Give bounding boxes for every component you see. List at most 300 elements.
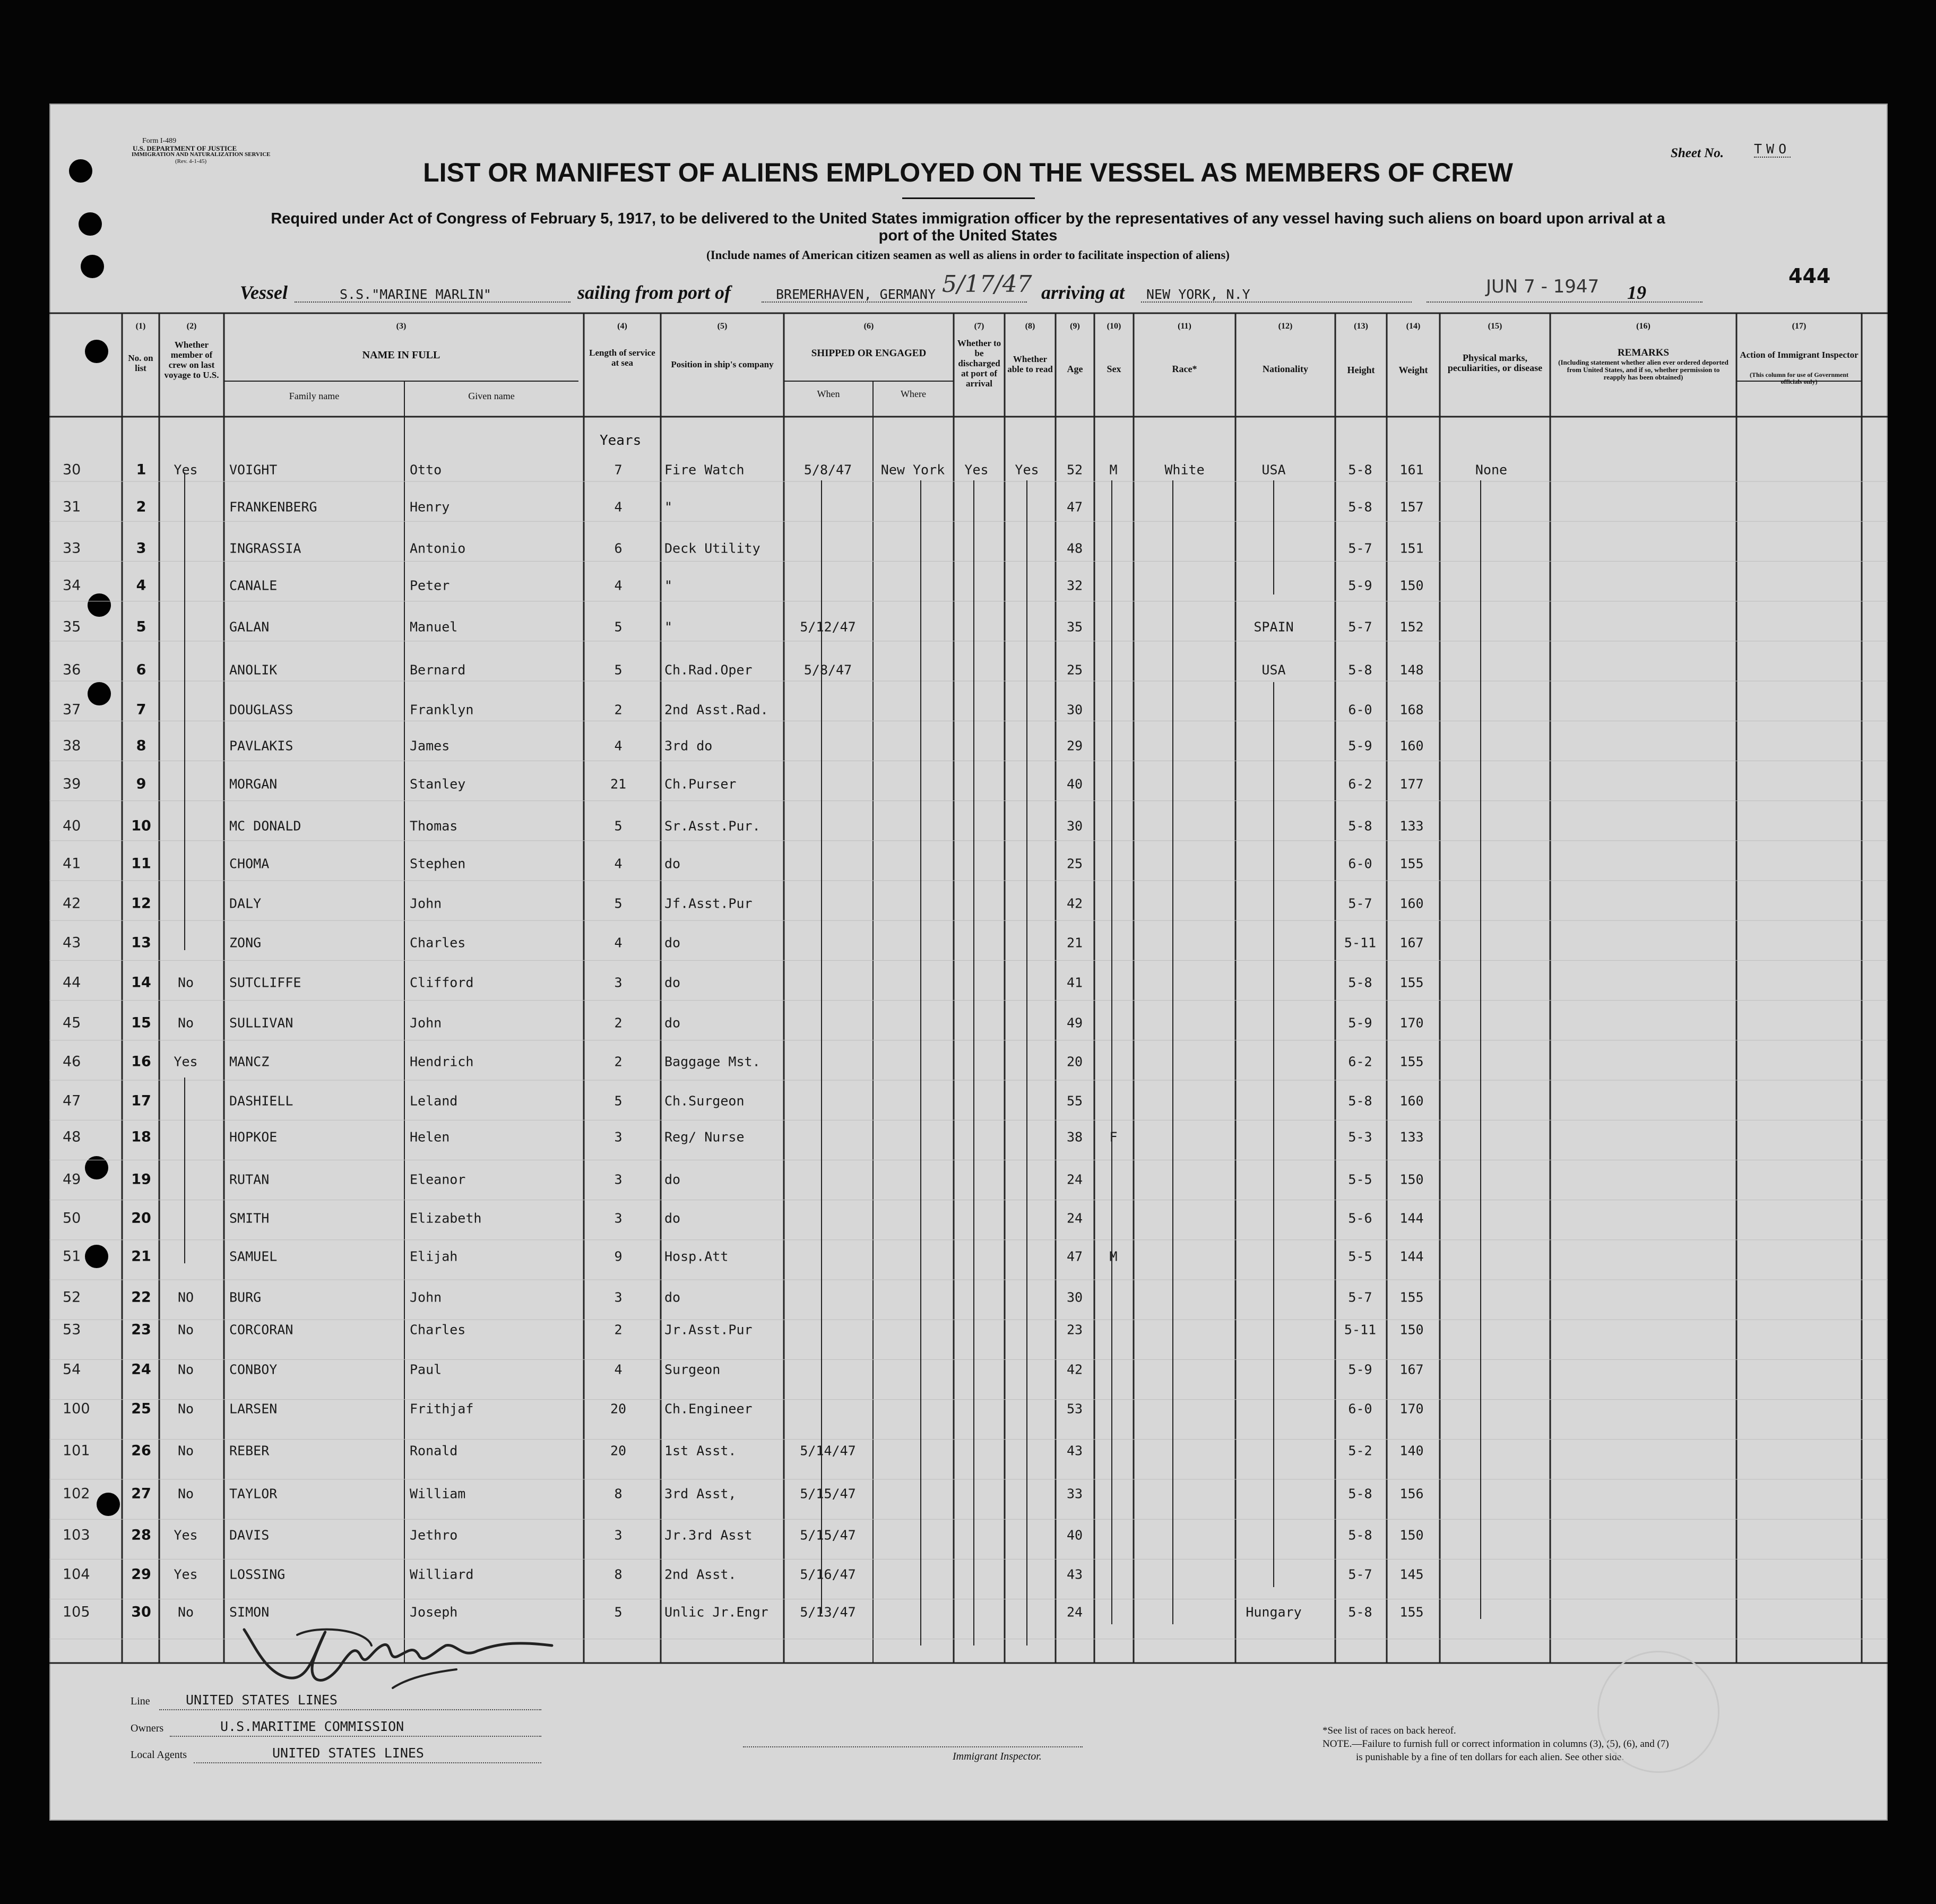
margin-number: 100 bbox=[63, 1400, 90, 1417]
service-years: 3 bbox=[614, 1527, 623, 1543]
margin-number: 53 bbox=[63, 1321, 81, 1338]
age: 30 bbox=[1066, 818, 1083, 834]
column-header-note: (This column for use of Government officials only) bbox=[1749, 371, 1849, 385]
row-number: 8 bbox=[136, 737, 146, 754]
column-header: Age bbox=[1067, 364, 1083, 374]
height: 5-5 bbox=[1348, 1248, 1372, 1264]
weight: 160 bbox=[1399, 1093, 1424, 1109]
subtitle-port: port of the United States bbox=[878, 227, 1058, 244]
height: 5-8 bbox=[1348, 1486, 1372, 1502]
handwritten-date: 5/17/47 bbox=[942, 271, 1032, 298]
given-name: John bbox=[410, 895, 442, 911]
official-stamp bbox=[1597, 1651, 1719, 1773]
column-subheader: When bbox=[817, 389, 840, 399]
row-number: 19 bbox=[131, 1171, 151, 1188]
height: 5-11 bbox=[1344, 935, 1377, 951]
row-number: 3 bbox=[136, 540, 146, 557]
service-years: 3 bbox=[614, 1289, 623, 1305]
height: 5-7 bbox=[1348, 895, 1372, 911]
able-to-read: Yes bbox=[1015, 462, 1039, 478]
column-header: Whether able to read bbox=[1007, 354, 1053, 374]
title-underline bbox=[902, 197, 1035, 199]
row-number: 13 bbox=[131, 934, 151, 951]
column-header: Weight bbox=[1398, 365, 1428, 375]
height: 5-9 bbox=[1348, 1015, 1372, 1031]
service-years: 5 bbox=[614, 662, 623, 678]
age: 24 bbox=[1066, 1210, 1083, 1226]
margin-number: 101 bbox=[63, 1442, 90, 1459]
margin-number: 48 bbox=[63, 1128, 81, 1145]
family-name: DASHIELL bbox=[229, 1093, 293, 1109]
service-years: 8 bbox=[614, 1486, 623, 1502]
prior-voyage: Yes bbox=[174, 1054, 198, 1070]
age: 38 bbox=[1066, 1129, 1083, 1145]
margin-number: 51 bbox=[63, 1248, 81, 1265]
column-number: (16) bbox=[1636, 322, 1650, 331]
row-number: 2 bbox=[136, 498, 146, 515]
weight: 152 bbox=[1399, 619, 1424, 635]
margin-number: 49 bbox=[63, 1171, 81, 1188]
given-name: William bbox=[410, 1486, 466, 1502]
column-header-note: (Including statement whether alien ever ordered deported from United States, and if so, whether permission to reapply has been obtained) bbox=[1558, 358, 1728, 381]
column-number: (8) bbox=[1025, 322, 1035, 331]
family-name: INGRASSIA bbox=[229, 540, 301, 556]
column-header: Action of Immigrant Inspector bbox=[1740, 350, 1859, 360]
column-header: NAME IN FULL bbox=[362, 349, 440, 361]
service-years: 2 bbox=[614, 1054, 623, 1070]
column-number: (9) bbox=[1070, 322, 1080, 331]
weight: 133 bbox=[1399, 1129, 1424, 1145]
position: Deck Utility bbox=[664, 540, 760, 556]
agents-field-rule bbox=[194, 1762, 541, 1763]
weight: 161 bbox=[1399, 462, 1424, 478]
height: 5-7 bbox=[1348, 619, 1372, 635]
position: do bbox=[664, 1289, 681, 1305]
position: Ch.Purser bbox=[664, 776, 737, 792]
weight: 150 bbox=[1399, 1171, 1424, 1187]
margin-number: 44 bbox=[63, 974, 81, 991]
fine-note: NOTE.—Failure to furnish full or correct information in columns (3), (5), (6), and (7) bbox=[1323, 1738, 1669, 1750]
prior-voyage: Yes bbox=[174, 1527, 198, 1543]
margin-number: 35 bbox=[63, 618, 81, 635]
shipped-when: 5/15/47 bbox=[800, 1527, 856, 1543]
column-header: Race* bbox=[1172, 364, 1197, 374]
position: 1st Asst. bbox=[664, 1443, 737, 1459]
margin-number: 54 bbox=[63, 1361, 81, 1378]
row-number: 20 bbox=[131, 1210, 151, 1227]
position: 2nd Asst.Rad. bbox=[664, 702, 768, 718]
family-name: PAVLAKIS bbox=[229, 738, 293, 754]
prior-voyage: No bbox=[177, 1401, 194, 1417]
family-name: CANALE bbox=[229, 578, 278, 593]
agents-value: UNITED STATES LINES bbox=[272, 1745, 424, 1761]
column-header: Length of service at sea bbox=[589, 348, 655, 368]
column-header: Position in ship's company bbox=[671, 359, 774, 369]
column-number: (12) bbox=[1278, 322, 1293, 331]
margin-number: 50 bbox=[63, 1210, 81, 1227]
punch-hole bbox=[85, 1156, 108, 1179]
column-number: (11) bbox=[1178, 322, 1191, 331]
family-name: REBER bbox=[229, 1443, 270, 1459]
service-years: 6 bbox=[614, 540, 623, 556]
prior-voyage: No bbox=[177, 1604, 194, 1620]
weight: 160 bbox=[1399, 895, 1424, 911]
given-name: Henry bbox=[410, 499, 450, 515]
age: 52 bbox=[1066, 462, 1083, 478]
family-name: LARSEN bbox=[229, 1401, 278, 1417]
row-number: 11 bbox=[131, 855, 151, 872]
column-number: (17) bbox=[1792, 322, 1807, 331]
row-number: 6 bbox=[136, 661, 146, 678]
age: 35 bbox=[1066, 619, 1083, 635]
family-name: BURG bbox=[229, 1289, 262, 1305]
row-number: 1 bbox=[136, 461, 146, 478]
family-name: CHOMA bbox=[229, 856, 270, 872]
weight: 170 bbox=[1399, 1015, 1424, 1031]
family-name: DOUGLASS bbox=[229, 702, 293, 718]
family-name: FRANKENBERG bbox=[229, 499, 317, 515]
column-subheader: Family name bbox=[289, 391, 340, 401]
column-subheader: Where bbox=[901, 389, 926, 399]
weight: 144 bbox=[1399, 1210, 1424, 1226]
family-name: HOPKOE bbox=[229, 1129, 278, 1145]
column-number: (5) bbox=[717, 322, 728, 331]
margin-number: 104 bbox=[63, 1566, 90, 1583]
service-years: 9 bbox=[614, 1248, 623, 1264]
column-number: (10) bbox=[1107, 322, 1121, 331]
age: 47 bbox=[1066, 1248, 1083, 1264]
owners-value: U.S.MARITIME COMMISSION bbox=[220, 1719, 404, 1734]
service-years: 4 bbox=[614, 738, 623, 754]
position: Ch.Engineer bbox=[664, 1401, 753, 1417]
age: 42 bbox=[1066, 1362, 1083, 1377]
given-name: Helen bbox=[410, 1129, 450, 1145]
age: 43 bbox=[1066, 1566, 1083, 1582]
year-label: 19 bbox=[1627, 282, 1646, 303]
height: 5-7 bbox=[1348, 1566, 1372, 1582]
margin-number: 105 bbox=[63, 1604, 90, 1621]
height: 5-8 bbox=[1348, 499, 1372, 515]
race-note: *See list of races on back hereof. bbox=[1323, 1725, 1456, 1736]
inspector-signature-line bbox=[743, 1746, 1083, 1747]
age: 24 bbox=[1066, 1604, 1083, 1620]
prior-voyage: No bbox=[177, 1362, 194, 1377]
age: 40 bbox=[1066, 776, 1083, 792]
sailing-label: sailing from port of bbox=[577, 282, 731, 303]
position: do bbox=[664, 856, 681, 872]
service-years: 5 bbox=[614, 1604, 623, 1620]
agents-label: Local Agents bbox=[131, 1749, 187, 1761]
position: do bbox=[664, 935, 681, 951]
weight: 140 bbox=[1399, 1443, 1424, 1459]
race: White bbox=[1164, 462, 1205, 478]
height: 5-3 bbox=[1348, 1129, 1372, 1145]
nationality: SPAIN bbox=[1254, 619, 1294, 635]
page-number: 444 bbox=[1788, 264, 1831, 288]
margin-number: 52 bbox=[63, 1289, 81, 1306]
age: 33 bbox=[1066, 1486, 1083, 1502]
given-name: Otto bbox=[410, 462, 442, 478]
column-header: Sex bbox=[1107, 364, 1121, 374]
age: 21 bbox=[1066, 935, 1083, 951]
height: 5-8 bbox=[1348, 662, 1372, 678]
sex: M bbox=[1109, 462, 1118, 478]
column-header: Nationality bbox=[1262, 364, 1308, 374]
margin-number: 43 bbox=[63, 934, 81, 951]
position: Unlic Jr.Engr bbox=[664, 1604, 768, 1620]
height: 5-2 bbox=[1348, 1443, 1372, 1459]
discharged: Yes bbox=[964, 462, 989, 478]
age: 29 bbox=[1066, 738, 1083, 754]
age: 30 bbox=[1066, 1289, 1083, 1305]
weight: 170 bbox=[1399, 1401, 1424, 1417]
position: Fire Watch bbox=[664, 462, 745, 478]
age: 47 bbox=[1066, 499, 1083, 515]
given-name: Joseph bbox=[410, 1604, 458, 1620]
physical-marks: None bbox=[1475, 462, 1508, 478]
age: 40 bbox=[1066, 1527, 1083, 1543]
service-years: 5 bbox=[614, 818, 623, 834]
service-years: 2 bbox=[614, 702, 623, 718]
column-subheader: Given name bbox=[468, 391, 515, 401]
family-name: DALY bbox=[229, 895, 262, 911]
given-name: Frithjaf bbox=[410, 1401, 474, 1417]
inspector-label: Immigrant Inspector. bbox=[953, 1751, 1042, 1762]
position: do bbox=[664, 1015, 681, 1031]
weight: 145 bbox=[1399, 1566, 1424, 1582]
height: 5-8 bbox=[1348, 1527, 1372, 1543]
arriving-label: arriving at bbox=[1041, 282, 1125, 303]
height: 6-0 bbox=[1348, 856, 1372, 872]
line-label: Line bbox=[131, 1695, 150, 1707]
row-number: 16 bbox=[131, 1053, 151, 1070]
height: 5-7 bbox=[1348, 540, 1372, 556]
service-years: 3 bbox=[614, 1171, 623, 1187]
service-years: 4 bbox=[614, 1362, 623, 1377]
height: 5-7 bbox=[1348, 1289, 1372, 1305]
family-name: GALAN bbox=[229, 619, 270, 635]
age: 30 bbox=[1066, 702, 1083, 718]
weight: 144 bbox=[1399, 1248, 1424, 1264]
row-number: 17 bbox=[131, 1092, 151, 1109]
family-name: VOIGHT bbox=[229, 462, 278, 478]
weight: 156 bbox=[1399, 1486, 1424, 1502]
age: 55 bbox=[1066, 1093, 1083, 1109]
prior-voyage: No bbox=[177, 1486, 194, 1502]
position: do bbox=[664, 1210, 681, 1226]
row-number: 22 bbox=[131, 1289, 151, 1306]
weight: 150 bbox=[1399, 1527, 1424, 1543]
age: 32 bbox=[1066, 578, 1083, 593]
form-revision: (Rev. 4-1-45) bbox=[175, 158, 207, 165]
row-number: 30 bbox=[131, 1604, 151, 1621]
given-name: Bernard bbox=[410, 662, 466, 678]
given-name: Manuel bbox=[410, 619, 458, 635]
height: 5-9 bbox=[1348, 738, 1372, 754]
margin-number: 36 bbox=[63, 661, 81, 678]
given-name: Peter bbox=[410, 578, 450, 593]
weight: 157 bbox=[1399, 499, 1424, 515]
margin-number: 31 bbox=[63, 498, 81, 515]
shipped-when: 5/15/47 bbox=[800, 1486, 856, 1502]
row-number: 4 bbox=[136, 577, 146, 594]
height: 6-2 bbox=[1348, 776, 1372, 792]
position: 3rd do bbox=[664, 738, 713, 754]
weight: 177 bbox=[1399, 776, 1424, 792]
shipped-when: 5/8/47 bbox=[803, 462, 852, 478]
vessel-name: S.S."MARINE MARLIN" bbox=[340, 287, 491, 302]
given-name: Hendrich bbox=[410, 1054, 474, 1070]
given-name: Paul bbox=[410, 1362, 442, 1377]
margin-number: 38 bbox=[63, 737, 81, 754]
sheet-number: TWO bbox=[1754, 141, 1791, 157]
margin-number: 102 bbox=[63, 1485, 90, 1502]
prior-voyage: No bbox=[177, 1443, 194, 1459]
position: 3rd Asst, bbox=[664, 1486, 737, 1502]
height: 5-9 bbox=[1348, 578, 1372, 593]
page-title: LIST OR MANIFEST OF ALIENS EMPLOYED ON THE VESSEL AS MEMBERS OF CREW bbox=[423, 158, 1513, 187]
given-name: Leland bbox=[410, 1093, 458, 1109]
port-from: BREMERHAVEN, GERMANY bbox=[776, 287, 936, 302]
margin-number: 37 bbox=[63, 701, 81, 718]
row-number: 27 bbox=[131, 1485, 151, 1502]
service-name: IMMIGRATION AND NATURALIZATION SERVICE bbox=[132, 151, 271, 158]
service-years: 7 bbox=[614, 462, 623, 478]
punch-hole bbox=[97, 1493, 120, 1516]
given-name: John bbox=[410, 1289, 442, 1305]
family-name: MANCZ bbox=[229, 1054, 270, 1070]
given-name: Elizabeth bbox=[410, 1210, 482, 1226]
prior-voyage: NO bbox=[177, 1289, 194, 1305]
row-number: 23 bbox=[131, 1321, 151, 1338]
given-name: Franklyn bbox=[410, 702, 474, 718]
owners-label: Owners bbox=[131, 1722, 164, 1734]
family-name: TAYLOR bbox=[229, 1486, 278, 1502]
position: Ch.Rad.Oper bbox=[664, 662, 753, 678]
age: 43 bbox=[1066, 1443, 1083, 1459]
column-number: (14) bbox=[1406, 322, 1421, 331]
age: 49 bbox=[1066, 1015, 1083, 1031]
given-name: Ronald bbox=[410, 1443, 458, 1459]
weight: 155 bbox=[1399, 975, 1424, 990]
years-label: Years bbox=[600, 433, 642, 449]
margin-number: 46 bbox=[63, 1053, 81, 1070]
service-years: 21 bbox=[610, 776, 627, 792]
family-name: CORCORAN bbox=[229, 1322, 293, 1338]
family-name: SULLIVAN bbox=[229, 1015, 293, 1031]
column-header: SHIPPED OR ENGAGED bbox=[811, 348, 927, 359]
column-header: REMARKS bbox=[1617, 347, 1670, 358]
shipped-where: New York bbox=[880, 462, 945, 478]
given-name: Charles bbox=[410, 1322, 466, 1338]
column-number: (2) bbox=[186, 322, 197, 331]
margin-number: 30 bbox=[63, 461, 81, 478]
family-name: DAVIS bbox=[229, 1527, 270, 1543]
age: 25 bbox=[1066, 662, 1083, 678]
position: 2nd Asst. bbox=[664, 1566, 737, 1582]
age: 41 bbox=[1066, 975, 1083, 990]
column-number: (3) bbox=[396, 322, 407, 331]
row-number: 14 bbox=[131, 974, 151, 991]
given-name: John bbox=[410, 1015, 442, 1031]
family-name: SMITH bbox=[229, 1210, 270, 1226]
fine-note-cont: is punishable by a fine of ten dollars for each alien. See other side. bbox=[1356, 1752, 1624, 1763]
age: 20 bbox=[1066, 1054, 1083, 1070]
family-name: RUTAN bbox=[229, 1171, 270, 1187]
family-name: SAMUEL bbox=[229, 1248, 278, 1264]
given-name: Thomas bbox=[410, 818, 458, 834]
position: " bbox=[664, 578, 673, 593]
department: U.S. DEPARTMENT OF JUSTICE bbox=[133, 144, 237, 152]
service-years: 4 bbox=[614, 499, 623, 515]
punch-hole bbox=[88, 682, 111, 705]
position: " bbox=[664, 499, 673, 515]
position: Jr.3rd Asst bbox=[664, 1527, 753, 1543]
family-name: SUTCLIFFE bbox=[229, 975, 301, 990]
row-number: 21 bbox=[131, 1248, 151, 1265]
height: 5-8 bbox=[1348, 818, 1372, 834]
column-number: (13) bbox=[1354, 322, 1368, 331]
margin-number: 40 bbox=[63, 817, 81, 834]
weight: 155 bbox=[1399, 1289, 1424, 1305]
punch-hole bbox=[88, 593, 111, 617]
sex: M bbox=[1109, 1248, 1118, 1264]
height: 5-6 bbox=[1348, 1210, 1372, 1226]
position: Surgeon bbox=[664, 1362, 721, 1377]
position: " bbox=[664, 619, 673, 635]
port-to: NEW YORK, N.Y bbox=[1146, 287, 1250, 302]
service-years: 20 bbox=[610, 1401, 627, 1417]
vessel-label: Vessel bbox=[240, 282, 288, 303]
column-header: Whether to be discharged at port of arrival bbox=[957, 338, 1001, 389]
position: Ch.Surgeon bbox=[664, 1093, 745, 1109]
family-name: MC DONALD bbox=[229, 818, 301, 834]
service-years: 4 bbox=[614, 856, 623, 872]
row-number: 18 bbox=[131, 1128, 151, 1145]
row-number: 12 bbox=[131, 895, 151, 912]
height: 5-8 bbox=[1348, 1604, 1372, 1620]
weight: 148 bbox=[1399, 662, 1424, 678]
row-number: 26 bbox=[131, 1442, 151, 1459]
given-name: Antonio bbox=[410, 540, 466, 556]
prior-voyage: No bbox=[177, 1322, 194, 1338]
prior-voyage: No bbox=[177, 1015, 194, 1031]
weight: 150 bbox=[1399, 578, 1424, 593]
margin-number: 41 bbox=[63, 855, 81, 872]
given-name: Stanley bbox=[410, 776, 466, 792]
given-name: Clifford bbox=[410, 975, 474, 990]
position: Hosp.Att bbox=[664, 1248, 729, 1264]
weight: 155 bbox=[1399, 856, 1424, 872]
given-name: Stephen bbox=[410, 856, 466, 872]
family-name: SIMON bbox=[229, 1604, 270, 1620]
age: 24 bbox=[1066, 1171, 1083, 1187]
nationality: USA bbox=[1261, 462, 1286, 478]
row-number: 25 bbox=[131, 1400, 151, 1417]
margin-number: 47 bbox=[63, 1092, 81, 1109]
nationality: Hungary bbox=[1246, 1604, 1302, 1620]
margin-number: 103 bbox=[63, 1527, 90, 1544]
column-number: (7) bbox=[974, 322, 984, 331]
service-years: 4 bbox=[614, 935, 623, 951]
position: Reg/ Nurse bbox=[664, 1129, 745, 1145]
column-number: (1) bbox=[135, 322, 146, 331]
age: 53 bbox=[1066, 1401, 1083, 1417]
margin-number: 34 bbox=[63, 577, 81, 594]
given-name: Elijah bbox=[410, 1248, 458, 1264]
position: Baggage Mst. bbox=[664, 1054, 760, 1070]
margin-number: 45 bbox=[63, 1014, 81, 1031]
